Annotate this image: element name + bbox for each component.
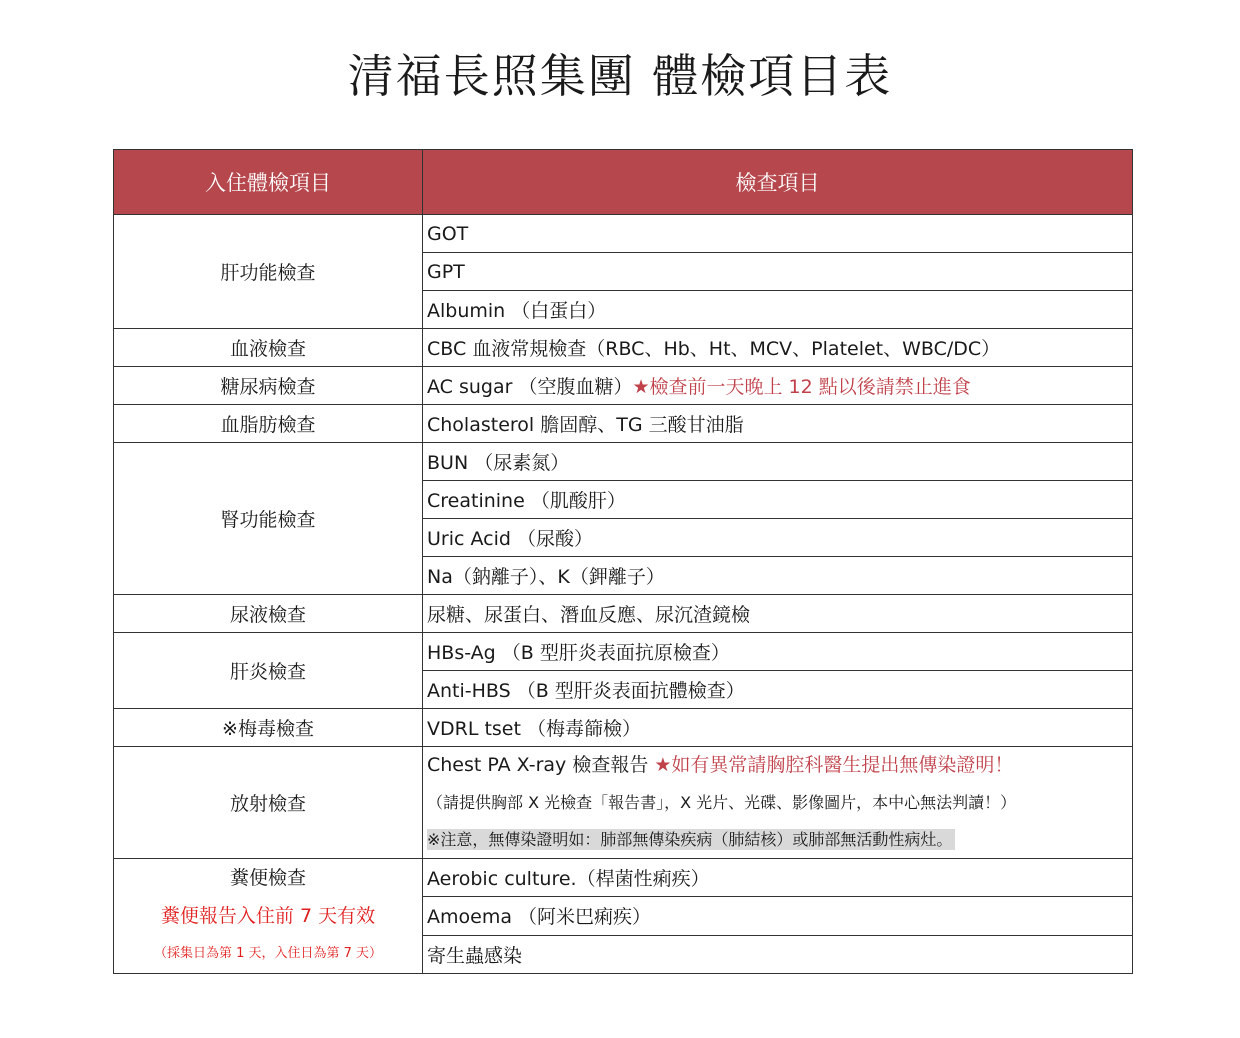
ac-sugar-label: AC sugar （空腹血糖） bbox=[427, 376, 633, 398]
item-albumin: Albumin （白蛋白） bbox=[423, 291, 1133, 329]
page-title: 清福長照集團 體檢項目表 bbox=[347, 49, 893, 103]
table-row bbox=[114, 859, 1133, 897]
item-ac-sugar bbox=[423, 367, 1133, 405]
item-cbc: CBC 血液常規檢查（RBC、Hb、Ht、MCV、Platelet、WBC/DC） bbox=[423, 329, 1133, 367]
item-amoema: Amoema （阿米巴痢疾） bbox=[423, 897, 1133, 935]
item-chest-xray bbox=[423, 747, 1133, 859]
item-hbs-ag: HBs-Ag （B 型肝炎表面抗原檢查） bbox=[423, 633, 1133, 671]
table-row bbox=[114, 443, 1133, 481]
item-na-k: Na（鈉離子）、K（鉀離子） bbox=[423, 557, 1133, 595]
item-anti-hbs: Anti-HBS （B 型肝炎表面抗體檢查） bbox=[423, 671, 1133, 709]
table-row bbox=[114, 405, 1133, 443]
item-got: GOT bbox=[423, 215, 1133, 253]
xray-line-1 bbox=[427, 747, 1132, 784]
category-blood: 血液檢查 bbox=[114, 329, 423, 367]
xray-line-2: （請提供胸部 X 光檢查「報告書」，X 光片、光碟、影像圖片，本中心無法判讀！） bbox=[427, 793, 1017, 812]
fasting-note: ★檢查前一天晚上 12 點以後請禁止進食 bbox=[632, 376, 971, 398]
item-uric-acid: Uric Acid （尿酸） bbox=[423, 519, 1133, 557]
table-row bbox=[114, 367, 1133, 405]
table-row bbox=[114, 709, 1133, 747]
header-category: 入住體檢項目 bbox=[114, 150, 423, 215]
item-aerobic: Aerobic culture.（桿菌性痢疾） bbox=[423, 859, 1133, 897]
item-urine: 尿糖、尿蛋白、潛血反應、尿沉渣鏡檢 bbox=[423, 595, 1133, 633]
table-row bbox=[114, 595, 1133, 633]
header-items: 檢查項目 bbox=[423, 150, 1133, 215]
category-liver: 肝功能檢查 bbox=[114, 215, 423, 329]
stool-title: 糞便檢查 bbox=[229, 867, 306, 889]
item-creatinine: Creatinine （肌酸肝） bbox=[423, 481, 1133, 519]
exam-table bbox=[113, 149, 1133, 974]
category-stool bbox=[114, 859, 423, 974]
item-parasite: 寄生蟲感染 bbox=[423, 935, 1133, 973]
item-bun: BUN （尿素氮） bbox=[423, 443, 1133, 481]
xray-caution: ※注意，無傳染證明如：肺部無傳染疾病（肺結核）或肺部無活動性病灶。 bbox=[427, 829, 955, 850]
xray-line-3 bbox=[427, 821, 1132, 858]
table-row bbox=[114, 747, 1133, 859]
table-row bbox=[114, 215, 1133, 253]
category-xray: 放射檢查 bbox=[114, 747, 423, 859]
stool-validity-note: 糞便報告入住前 7 天有效 bbox=[160, 905, 376, 927]
item-vdrl: VDRL tset （梅毒篩檢） bbox=[423, 709, 1133, 747]
table-header bbox=[114, 150, 1133, 215]
table-row bbox=[114, 329, 1133, 367]
category-urine: 尿液檢查 bbox=[114, 595, 423, 633]
category-diabetes: 糖尿病檢查 bbox=[114, 367, 423, 405]
category-lipid: 血脂肪檢查 bbox=[114, 405, 423, 443]
category-syphilis: ※梅毒檢查 bbox=[114, 709, 423, 747]
item-cholesterol: Cholasterol 膽固醇、TG 三酸甘油脂 bbox=[423, 405, 1133, 443]
category-kidney: 腎功能檢查 bbox=[114, 443, 423, 595]
xray-note: ★如有異常請胸腔科醫生提出無傳染證明！ bbox=[654, 754, 1014, 776]
table-row bbox=[114, 633, 1133, 671]
item-gpt: GPT bbox=[423, 253, 1133, 291]
stool-collection-note: （採集日為第 1 天，入住日為第 7 天） bbox=[153, 946, 383, 961]
category-hepatitis: 肝炎檢查 bbox=[114, 633, 423, 709]
xray-label: Chest PA X-ray 檢查報告 bbox=[427, 754, 649, 776]
